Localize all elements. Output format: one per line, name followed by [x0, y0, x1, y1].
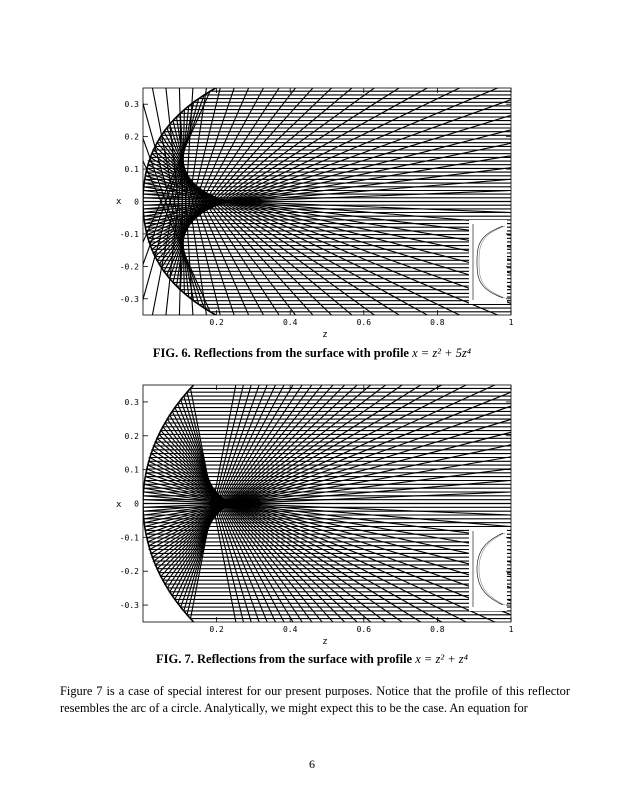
page-number: 6: [309, 757, 315, 771]
ray: [147, 168, 624, 516]
y-tick-label: 0.2: [124, 132, 139, 142]
fig6-caption-equation: x = z² + 5z⁴: [412, 346, 472, 360]
fig7-xlabel: z: [322, 637, 328, 647]
fig7-caption-text: FIG. 7. Reflections from the surface with profile: [156, 652, 416, 666]
ray: [180, 0, 511, 290]
ray: [150, 157, 624, 630]
x-tick-label: 0.2: [209, 625, 224, 634]
inset-background: [469, 220, 507, 304]
body-paragraph: Figure 7 is a case of special interest for our present purposes. Notice that the profile of this reflector resembles the arc of a circle. Analytically, we might expect this to be the case. An equation for: [60, 684, 570, 715]
ray: [144, 33, 624, 220]
ray: [153, 0, 624, 253]
x-tick-label: 1: [508, 318, 514, 327]
x-tick-label: 0.4: [282, 625, 298, 634]
ray: [144, 183, 624, 370]
x-tick-label: 0.6: [356, 625, 372, 634]
ray: [172, 411, 576, 807]
ray: [167, 0, 511, 275]
ray: [0, 0, 511, 312]
ray: [157, 438, 624, 807]
x-tick-label: 0.6: [356, 318, 372, 327]
x-tick-label: 1: [508, 625, 514, 634]
y-tick-label: 0: [134, 499, 139, 509]
x-tick-label: 0.2: [209, 318, 224, 327]
y-tick-label: -0.3: [119, 601, 139, 611]
ray: [173, 0, 511, 282]
ray: [191, 388, 512, 807]
y-tick-label: -0.1: [119, 533, 139, 543]
fig6-caption: [0, 346, 624, 361]
inset-background: [469, 527, 507, 611]
ray: [153, 150, 624, 706]
y-tick-label: -0.3: [119, 294, 139, 304]
ray: [157, 0, 624, 260]
y-tick-label: 0.1: [124, 465, 139, 475]
y-tick-label: 0.2: [124, 431, 139, 441]
fig6-xlabel: z: [322, 330, 328, 340]
fig6-ylabel: x: [116, 197, 122, 207]
y-tick-label: 0.3: [124, 397, 139, 407]
fig6-caption-text: FIG. 6. Reflections from the surface with profile: [152, 346, 413, 360]
fig7-ylabel: x: [116, 500, 122, 510]
y-tick-label: 0: [134, 197, 139, 207]
fig7-inset-profile: [469, 527, 507, 611]
fig6-inset-profile: [469, 220, 507, 304]
y-tick-label: 0.3: [124, 100, 139, 110]
y-tick-label: -0.2: [119, 262, 139, 272]
x-tick-label: 0.4: [282, 318, 298, 327]
ray: [149, 461, 624, 807]
x-tick-label: 0.8: [430, 318, 445, 327]
y-tick-label: -0.1: [119, 229, 139, 239]
fig7-caption: [0, 652, 624, 667]
ray: [167, 419, 624, 807]
y-tick-label: -0.2: [119, 567, 139, 577]
fig7-caption-equation: x = z² + z⁴: [415, 652, 468, 666]
ray: [150, 107, 624, 549]
y-tick-label: 0.1: [124, 165, 139, 175]
x-tick-label: 0.8: [430, 625, 445, 634]
